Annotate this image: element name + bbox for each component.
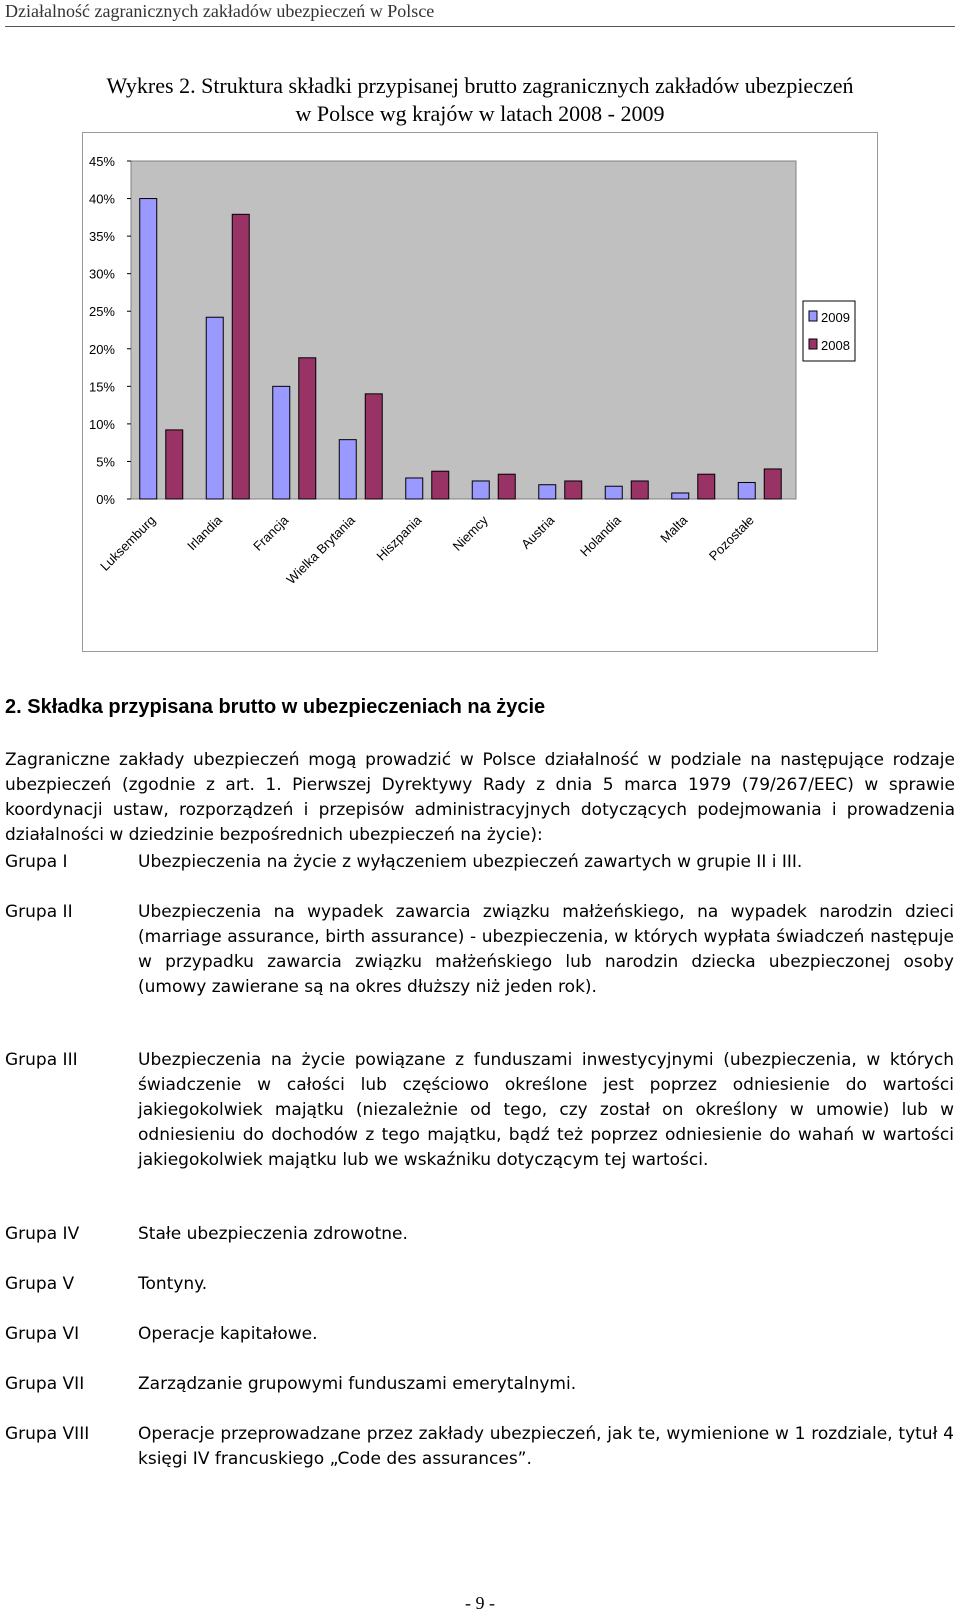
x-tick-label: Niemcy	[449, 512, 491, 554]
chart-title-line1: Wykres 2. Struktura składki przypisanej brutto zagranicznych zakładów ubezpieczeń	[106, 73, 854, 98]
group-label: Grupa VI	[5, 1324, 80, 1344]
bar-2009	[472, 481, 489, 499]
legend-swatch	[809, 311, 817, 321]
x-tick-label: Francja	[250, 512, 292, 554]
section-intro: Zagraniczne zakłady ubezpieczeń mogą prowadzić w Polsce działalność w podziale na następujące rodzaje ubezpieczeń (zgodnie z art. 1. Pierwszej Dyrektywy Rady z dnia 5 marca 1979 (79/267/EEC) w sprawie koordynacji ustaw, rozporządzeń i przepisów administracyjnych dotyczących podejmowania i prowadzenia działalności w dziedzinie bezpośrednich ubezpieczeń na życie):	[5, 750, 955, 845]
bar-2009	[339, 440, 356, 499]
y-tick-label: 15%	[88, 379, 115, 395]
bar-2009	[206, 317, 223, 499]
section-heading: 2. Składka przypisana brutto w ubezpieczeniach na życie	[5, 696, 546, 718]
legend-swatch	[809, 339, 817, 349]
x-tick-label: Pozostałe	[705, 512, 757, 564]
y-tick-label: 0%	[96, 492, 115, 507]
chart-title-line2: w Polsce wg krajów w latach 2008 - 2009	[295, 101, 665, 126]
bar-2009	[672, 493, 689, 499]
page-header	[5, 0, 955, 27]
group-description: Zarządzanie grupowymi funduszami emerytalnymi.	[138, 1374, 577, 1394]
page-number: - 9 -	[465, 1593, 495, 1613]
x-tick-label: Malta	[657, 512, 691, 546]
group-description: Operacje przeprowadzane przez zakłady ubezpieczeń, jak te, wymienione w 1 rozdziale, tytuł 4 księgi IV francuskiego „Code des assurances”.	[138, 1424, 954, 1469]
bar-2008	[764, 469, 781, 499]
bar-2009	[539, 485, 556, 499]
y-tick-label: 30%	[88, 266, 115, 282]
chart-container	[82, 132, 878, 652]
x-tick-label: Wielka Brytania	[283, 512, 358, 587]
group-label: Grupa II	[5, 902, 73, 922]
y-tick-label: 40%	[88, 191, 115, 207]
group-label: Grupa I	[5, 852, 68, 872]
y-tick-label: 45%	[88, 154, 115, 169]
bar-2008	[166, 430, 183, 499]
header-title: Działalność zagranicznych zakładów ubezpieczeń w Polsce	[5, 1, 435, 21]
bar-2008	[565, 481, 582, 499]
group-label: Grupa VIII	[5, 1424, 90, 1444]
group-label: Grupa VII	[5, 1374, 85, 1394]
plot-area	[131, 161, 796, 499]
group-description: Ubezpieczenia na wypadek zawarcia związku małżeńskiego, na wypadek narodzin dzieci (marriage assurance, birth assurance) - ubezpieczenia, w których wypłata świadczeń następuje w przypadku zawarcia związku małżeńskiego lub narodzin dziecka ubezpieczonej osoby (umowy zawierane są na okres dłuższy niż jeden rok).	[138, 902, 954, 997]
group-description: Tontyny.	[138, 1274, 208, 1294]
legend-label: 2008	[821, 338, 850, 353]
y-tick-label: 10%	[88, 416, 115, 432]
group-description: Operacje kapitałowe.	[138, 1324, 318, 1344]
bar-2009	[605, 486, 622, 499]
y-tick-label: 35%	[88, 229, 115, 245]
x-tick-label: Irlandia	[184, 512, 225, 554]
bar-2008	[698, 474, 715, 499]
bar-2008	[299, 358, 316, 499]
bar-2008	[432, 471, 449, 499]
group-description: Stałe ubezpieczenia zdrowotne.	[138, 1224, 408, 1244]
bar-2009	[273, 386, 290, 499]
group-description: Ubezpieczenia na życie powiązane z funduszami inwestycyjnymi (ubezpieczenia, w których świadczenie w całości lub częściowo określone jest poprzez odniesienie do wartości jakiegokolwiek majątku (niezależnie od tego, czy został on określony w umowie) lub w odniesieniu do dochodów z tego majątku, bądź też poprzez odniesienie do wahań w wartości jakiegokolwiek majątku lub we wskaźniku dotyczącym tej wartości.	[138, 1050, 954, 1170]
group-description: Ubezpieczenia na życie z wyłączeniem ubezpieczeń zawartych w grupie II i III.	[138, 852, 803, 872]
bar-2009	[406, 478, 423, 499]
bar-chart	[83, 133, 879, 653]
y-tick-label: 20%	[88, 341, 115, 357]
x-tick-label: Hiszpania	[373, 512, 425, 564]
chart-title	[0, 72, 960, 128]
bar-2008	[232, 214, 249, 499]
y-tick-label: 5%	[96, 454, 115, 470]
x-tick-label: Holandia	[576, 512, 624, 560]
bar-2009	[738, 482, 755, 499]
y-tick-label: 25%	[88, 304, 115, 320]
bar-2008	[498, 474, 515, 499]
x-tick-label: Austria	[518, 512, 558, 552]
group-label: Grupa III	[5, 1050, 78, 1070]
bar-2009	[140, 199, 157, 499]
group-label: Grupa IV	[5, 1224, 80, 1244]
bar-2008	[631, 481, 648, 499]
x-tick-label: Luksemburg	[97, 512, 159, 574]
legend-label: 2009	[821, 310, 850, 325]
bar-2008	[365, 394, 382, 499]
group-label: Grupa V	[5, 1274, 75, 1294]
